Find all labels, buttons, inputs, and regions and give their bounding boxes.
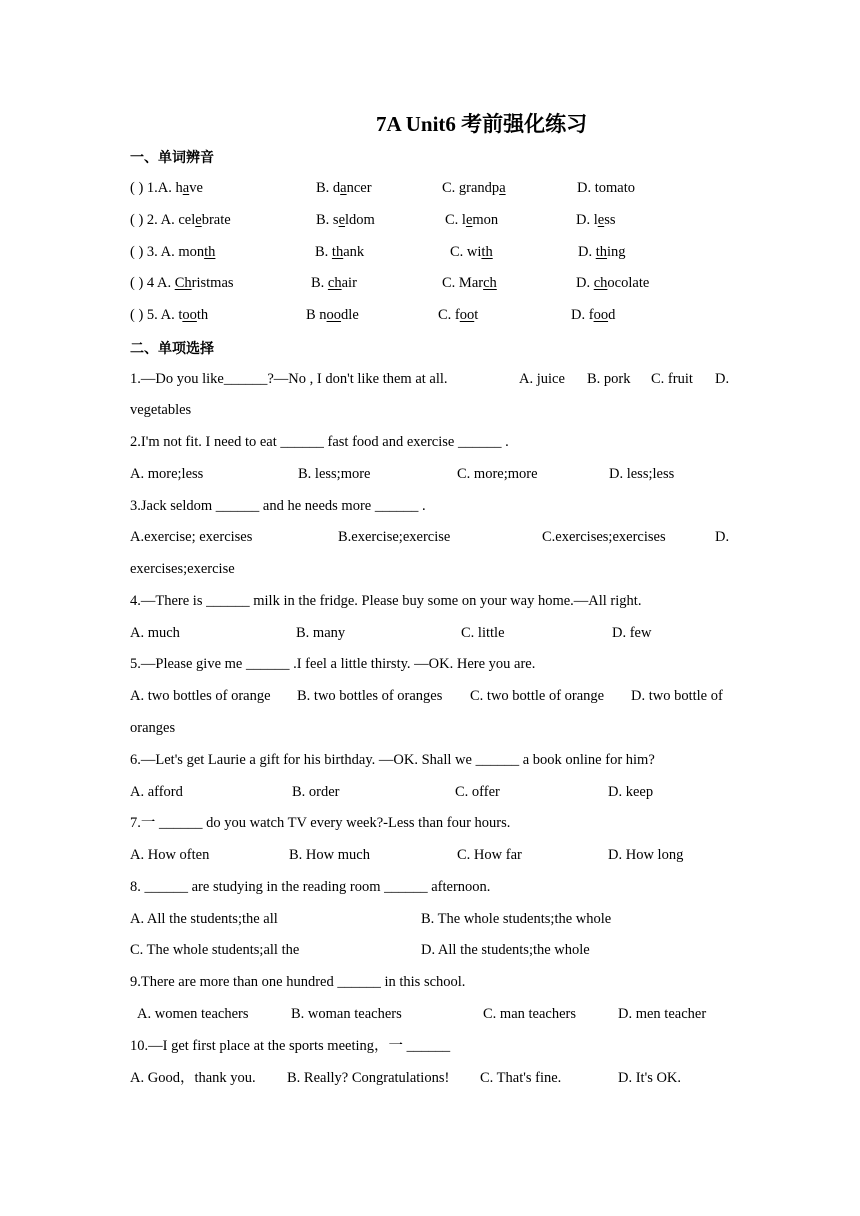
option-c: C. little [461, 625, 505, 641]
underlined-letters: a [340, 180, 347, 196]
phonics-option-a [130, 272, 234, 294]
word-part: cel [178, 212, 196, 228]
option-a: A. All the students;the all [130, 911, 278, 927]
word-part: C. grandp [442, 180, 500, 196]
word-part: ank [343, 244, 365, 260]
phonics-option-b [315, 241, 364, 263]
phonics-option-b [316, 177, 372, 199]
word-part: ing [607, 244, 626, 260]
section-heading-phonics: 一、单词辨音 [130, 151, 214, 166]
question-2: 2.I'm not fit. I need to eat ______ fast food and exercise ______ . [130, 434, 509, 450]
underlined-letters: oo [326, 307, 342, 323]
question-number: ( ) 4 A. [130, 275, 175, 291]
option-c: C. two bottle of orange [470, 688, 605, 704]
underlined-letters: e [597, 212, 605, 228]
option-a: A. much [130, 625, 180, 641]
word-part: B n [306, 307, 327, 323]
word-part: D. [576, 275, 594, 291]
question-6: 6.—Let's get Laurie a gift for his birthday. —OK. Shall we ______ a book online for him? [130, 752, 655, 768]
phonics-option-c [450, 241, 493, 263]
phonics-option-d [577, 177, 635, 199]
word-part: ncer [346, 180, 372, 196]
question-9: 9.There are more than one hundred ______ in this school. [130, 974, 466, 990]
question-7: 7.一 ______ do you watch TV every week?-Less than four hours. [130, 815, 511, 831]
underlined-letters: a [499, 180, 506, 196]
option-c: C. more;more [457, 466, 538, 482]
option-b: B. Really? Congratulations! [287, 1070, 450, 1086]
option-d: D. keep [608, 784, 654, 800]
option-d: D. How long [608, 847, 684, 863]
option-b: B.exercise;exercise [338, 529, 451, 545]
option-c: C.exercises;exercises [542, 529, 666, 545]
phonics-option-a [130, 209, 231, 231]
word-part: ldom [345, 212, 375, 228]
phonics-option-c [445, 209, 498, 231]
phonics-option-c [442, 272, 497, 294]
option-b: B. woman teachers [291, 1006, 402, 1022]
question-3-continuation: exercises;exercise [130, 561, 235, 577]
phonics-option-a [130, 177, 203, 199]
phonics-option-a [130, 241, 215, 263]
phonics-option-d [576, 272, 649, 294]
question-5-continuation: oranges [130, 720, 176, 736]
word-part: C. l [445, 212, 466, 228]
underlined-letters: e [338, 212, 346, 228]
option-a: A. more;less [130, 466, 204, 482]
word-part: ss [604, 212, 616, 228]
phonics-option-a [130, 304, 208, 326]
word-part: d [608, 307, 616, 323]
underlined-letters: th [595, 244, 608, 260]
question-8: 8. ______ are studying in the reading room ______ afternoon. [130, 879, 491, 895]
option-a: A.exercise; exercises [130, 529, 253, 545]
word-part: D. l [576, 212, 598, 228]
question-3: 3.Jack seldom ______ and he needs more ______ . [130, 498, 426, 514]
word-part: B. [315, 244, 332, 260]
word-part: ocolate [607, 275, 650, 291]
option-b: B. order [292, 784, 340, 800]
option-c: C. offer [455, 784, 500, 800]
option-a: A. How often [130, 847, 210, 863]
word-part: mon [178, 244, 205, 260]
word-part: th [196, 307, 209, 323]
option-d: D. [715, 529, 730, 545]
question-1-continuation: vegetables [130, 402, 192, 418]
option-d: D. men teacher [618, 1006, 707, 1022]
phonics-option-d [571, 304, 615, 326]
underlined-letters: ch [327, 275, 342, 291]
word-part: C. wi [450, 244, 482, 260]
phonics-option-b [316, 209, 375, 231]
word-part: brate [201, 212, 231, 228]
word-part: B. [311, 275, 328, 291]
page-title: 7A Unit6 考前强化练习 [376, 112, 588, 136]
word-part: D. [578, 244, 596, 260]
underlined-letters: th [204, 244, 216, 260]
phonics-option-b [306, 304, 359, 326]
option-d: D. All the students;the whole [421, 942, 590, 958]
word-part: air [341, 275, 357, 291]
word-part: h [175, 180, 183, 196]
word-part: B. s [316, 212, 339, 228]
option-b: B. pork [587, 371, 631, 387]
phonics-option-d [578, 241, 626, 263]
option-c: C. man teachers [483, 1006, 577, 1022]
phonics-option-d [576, 209, 615, 231]
question-number: ( ) 2. A. [130, 212, 179, 228]
question-10: 10.—I get first place at the sports meeting，一 ______ [130, 1038, 451, 1054]
option-d: D. [715, 371, 730, 387]
phonics-option-b [311, 272, 357, 294]
question-5: 5.—Please give me ______ .I feel a little thirsty. —OK. Here you are. [130, 656, 536, 672]
word-part: D. tomato [577, 180, 635, 196]
option-a: A. women teachers [137, 1006, 249, 1022]
question-4: 4.—There is ______ milk in the fridge. Please buy some on your way home.—All right. [130, 593, 642, 609]
option-b: B. The whole students;the whole [421, 911, 612, 927]
word-part: C. f [438, 307, 460, 323]
option-b: B. less;more [298, 466, 371, 482]
option-a: A. juice [519, 371, 565, 387]
question-number: ( ) 1.A. [130, 180, 176, 196]
option-c: C. How far [457, 847, 522, 863]
option-b: B. How much [289, 847, 370, 863]
underlined-letters: oo [593, 307, 609, 323]
underlined-letters: oo [459, 307, 475, 323]
underlined-letters: ch [593, 275, 608, 291]
word-part: C. Mar [442, 275, 484, 291]
option-d: D. It's OK. [618, 1070, 682, 1086]
option-d: D. less;less [609, 466, 675, 482]
option-b: B. many [296, 625, 346, 641]
question-stem: 1.—Do you like______?—No , I don't like them at all. [130, 371, 448, 387]
option-d: D. two bottle of [631, 688, 723, 704]
option-c: C. That's fine. [480, 1070, 562, 1086]
option-b: B. two bottles of oranges [297, 688, 443, 704]
section-heading-choice: 二、单项选择 [130, 342, 214, 357]
underlined-letters: th [481, 244, 493, 260]
option-d: D. few [612, 625, 652, 641]
option-a: A. Good，thank you. [130, 1070, 256, 1086]
underlined-letters: a [182, 180, 190, 196]
underlined-letters: e [195, 212, 202, 228]
underlined-letters: Ch [174, 275, 192, 291]
word-part: dle [341, 307, 359, 323]
underlined-letters: oo [182, 307, 197, 323]
word-part: B. d [316, 180, 341, 196]
question-number: ( ) 3. A. [130, 244, 179, 260]
word-part: D. f [571, 307, 594, 323]
word-part: mon [472, 212, 499, 228]
phonics-option-c [438, 304, 478, 326]
underlined-letters: e [465, 212, 473, 228]
question-number: ( ) 5. A. [130, 307, 179, 323]
option-a: A. afford [130, 784, 183, 800]
phonics-option-c [442, 177, 506, 199]
underlined-letters: ch [483, 275, 497, 291]
option-c: C. The whole students;all the [130, 942, 300, 958]
word-part: ve [189, 180, 203, 196]
word-part: t [178, 307, 183, 323]
underlined-letters: th [331, 244, 344, 260]
option-c: C. fruit [651, 371, 693, 387]
word-part: ristmas [191, 275, 234, 291]
word-part: t [474, 307, 479, 323]
option-a: A. two bottles of orange [130, 688, 271, 704]
